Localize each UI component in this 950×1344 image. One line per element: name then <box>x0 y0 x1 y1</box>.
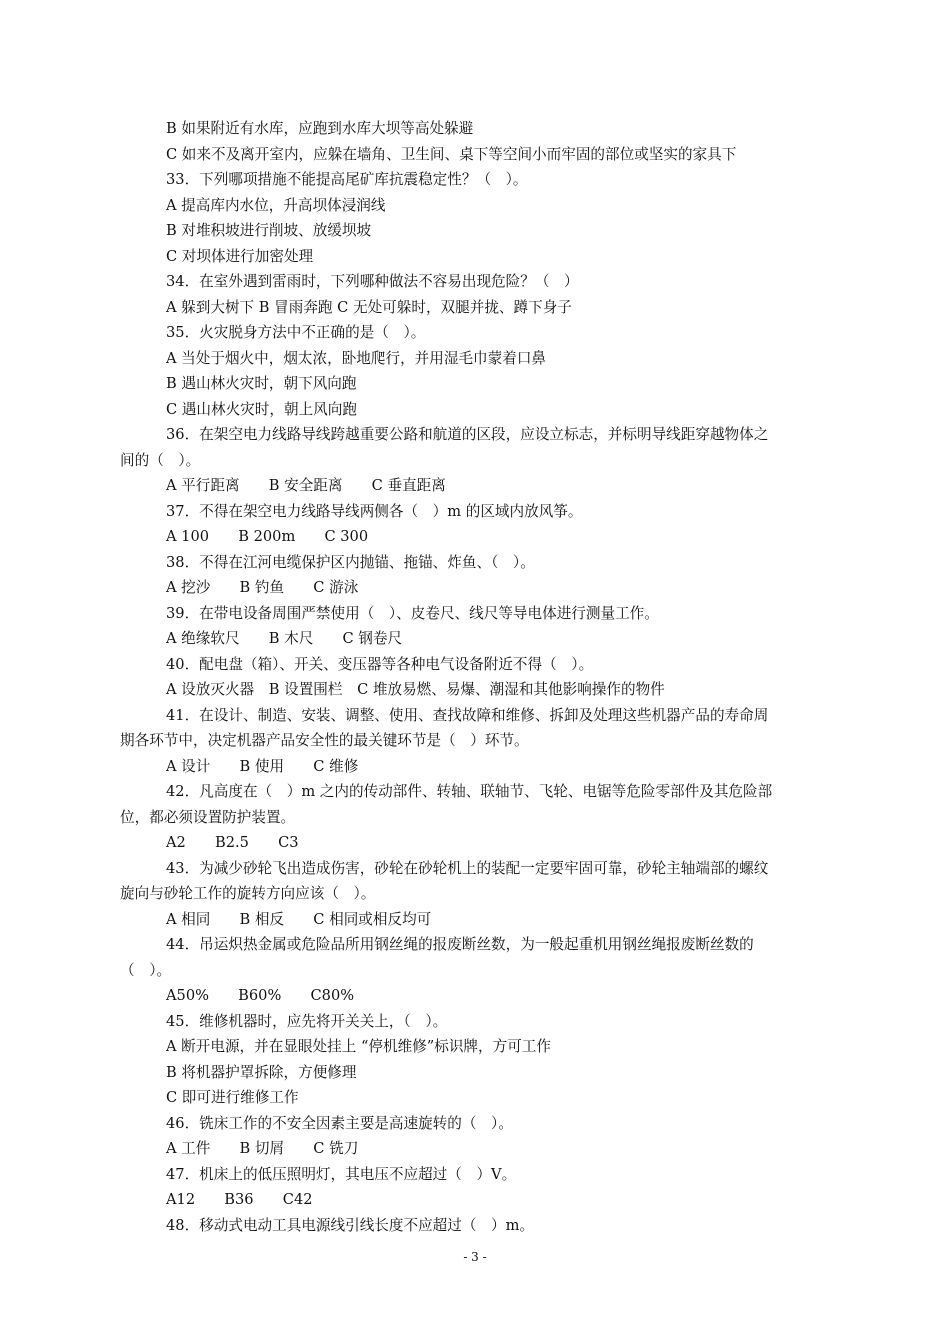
answer-options: A 躲到大树下 B 冒雨奔跑 C 无处可躲时，双腿并拢、蹲下身子 <box>166 298 572 316</box>
answer-options: C 对坝体进行加密处理 <box>166 247 314 265</box>
answer-options: A 断开电源，并在显眼处挂上 “停机维修”标识牌，方可工作 <box>166 1038 551 1055</box>
question-text: 42．凡高度在（ ）m 之内的传动部件、转轴、联轴节、飞轮、电锯等危险零部件及其危险部 <box>166 783 773 800</box>
question-continuation: 间的（ ）。 <box>120 451 201 469</box>
answer-options: A12 B36 C42 <box>166 1191 313 1208</box>
answer-options: B 对堆积坡进行削坡、放缓坝坡 <box>166 222 372 239</box>
question-text: 40．配电盘（箱）、开关、变压器等各种电气设备附近不得（ ）。 <box>166 655 594 673</box>
answer-options: B 将机器护罩拆除，方便修理 <box>166 1063 357 1081</box>
question-text: 38．不得在江河电缆保护区内抛锚、拖锚、炸鱼、（ ）。 <box>166 553 535 571</box>
answer-options: C 如来不及离开室内，应躲在墙角、卫生间、桌下等空间小而牢固的部位或坚实的家具下 <box>166 145 737 163</box>
answer-options: B 如果附近有水库，应跑到水库大坝等高处躲避 <box>166 120 474 137</box>
question-text: 47．机床上的低压照明灯，其电压不应超过（ ）V。 <box>166 1165 517 1183</box>
answer-options: A 设放灭火器 B 设置围栏 C 堆放易燃、易爆、潮湿和其他影响操作的物件 <box>166 681 665 698</box>
question-continuation: 位，都必须设置防护装置。 <box>120 808 296 826</box>
question-text: 48．移动式电动工具电源线引线长度不应超过（ ）m。 <box>166 1216 535 1234</box>
question-text: 39．在带电设备周围严禁使用（ ）、皮卷尺、线尺等导电体进行测量工作。 <box>166 604 659 622</box>
answer-options: C 即可进行维修工作 <box>166 1089 299 1106</box>
answer-options: A 挖沙 B 钓鱼 C 游泳 <box>166 579 359 596</box>
answer-options: B 遇山林火灾时，朝下风向跑 <box>166 375 357 392</box>
question-continuation: （ ）。 <box>120 961 172 979</box>
question-text: 37．不得在架空电力线路导线两侧各（ ）m 的区域内放风筝。 <box>166 502 583 520</box>
answer-options: A 相同 B 相反 C 相同或相反均可 <box>166 910 432 928</box>
answer-options: A2 B2.5 C3 <box>166 834 299 851</box>
question-text: 33．下列哪项措施不能提高尾矿库抗震稳定性？（ ）。 <box>166 171 528 188</box>
answer-options: C 遇山林火灾时，朝上风向跑 <box>166 400 357 418</box>
answer-options: A50% B60% C80% <box>166 987 355 1004</box>
answer-options: A 平行距离 B 安全距离 C 垂直距离 <box>166 477 446 494</box>
question-text: 45．维修机器时，应先将开关关上，（ ）。 <box>166 1012 448 1030</box>
question-text: 36．在架空电力线路导线跨越重要公路和航道的区段，应设立标志，并标明导线距穿越物体之 <box>166 426 769 443</box>
answer-options: A 设计 B 使用 C 维修 <box>166 757 359 775</box>
page-number: - 3 - <box>463 1250 487 1264</box>
question-text: 41．在设计、制造、安装、调整、使用、查找故障和维修、拆卸及处理这些机器产品的寿命周 <box>166 706 769 724</box>
question-continuation: 旋向与砂轮工作的旋转方向应该（ ）。 <box>120 885 376 902</box>
question-continuation: 期各环节中，决定机器产品安全性的最关键环节是（ ）环节。 <box>120 732 529 749</box>
answer-options: A 提高库内水位，升高坝体浸润线 <box>166 196 386 214</box>
question-list <box>120 116 840 1238</box>
question-text: 35．火灾脱身方法中不正确的是（ ）。 <box>166 324 426 341</box>
answer-options: A 工件 B 切屑 C 铣刀 <box>166 1140 359 1157</box>
answer-options: A 100 B 200m C 300 <box>166 528 369 545</box>
question-text: 43．为减少砂轮飞出造成伤害，砂轮在砂轮机上的装配一定要牢固可靠，砂轮主轴端部的螺纹 <box>166 859 769 877</box>
question-text: 44．吊运炽热金属或危险品所用钢丝绳的报废断丝数，为一般起重机用钢丝绳报废断丝数的 <box>166 936 754 953</box>
answer-options: A 当处于烟火中，烟太浓，卧地爬行，并用湿毛巾蒙着口鼻 <box>166 349 547 367</box>
question-text: 34．在室外遇到雷雨时，下列哪种做法不容易出现危险？（ ） <box>166 273 579 290</box>
answer-options: A 绝缘软尺 B 木尺 C 钢卷尺 <box>166 630 403 647</box>
question-text: 46．铣床工作的不安全因素主要是高速旋转的（ ）。 <box>166 1114 513 1132</box>
